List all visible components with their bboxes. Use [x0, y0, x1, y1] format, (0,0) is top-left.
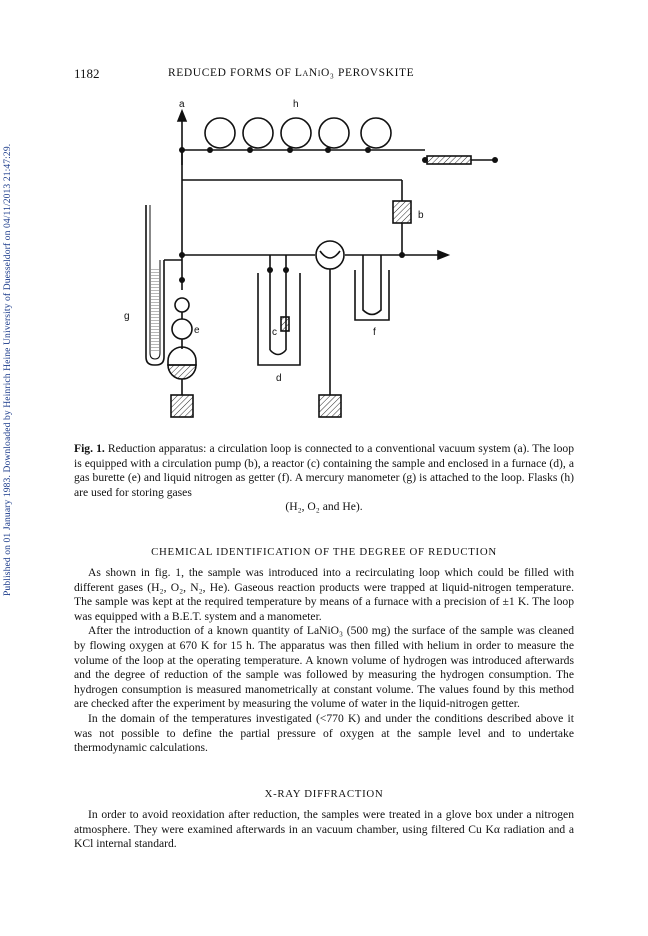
label-f: f: [373, 327, 376, 338]
section-heading-reduction: CHEMICAL IDENTIFICATION OF THE DEGREE OF REDUCTION: [151, 546, 497, 558]
paragraph: After the introduction of a known quantity of LaNiO₃ (500 mg) the surface of the sample was cleaned by flowing oxygen at 670 K for 15 h. The apparatus was then filled with helium in order to measure the volume of the loop at the operating temperature. A known volume of hydrogen was introduced afterwards and the degree of reduction of the sample was followed by measuring the hydrogen consumption. The hydrogen consumption is measured manometrically at constant volume. The values found by this method are checked after the experiment by measuring the volume of water in the liquid-nitrogen getter.: [74, 624, 574, 711]
figure-caption-body: Reduction apparatus: a circulation loop is connected to a conventional vacuum system (a). The loop is equipped with a circulation pump (b), a reactor (c) containing the sample and enclosed in a furnace (d), a gas burette (e) and liquid nitrogen as getter (f). A mercury manometer (g) is attached to the loop. Flasks (h) are used for storing gases: [74, 442, 574, 499]
label-d: d: [276, 373, 282, 384]
section-body-xray: [74, 808, 574, 852]
apparatus-figure: [110, 95, 540, 435]
label-c: c: [272, 327, 277, 338]
section-heading-xray: X-RAY DIFFRACTION: [264, 788, 384, 800]
publication-note-text: Published on 01 January 1983. Downloaded by Heinrich Heine University of Duesseldorf on 04/11/2013 21:47:29.: [2, 143, 13, 596]
figure-caption-label: Fig. 1.: [74, 442, 105, 455]
label-a: a: [179, 99, 185, 110]
label-g: g: [124, 311, 130, 322]
publication-note: [2, 96, 20, 596]
label-h: h: [293, 99, 299, 110]
label-e: e: [194, 325, 200, 336]
running-title: REDUCED FORMS OF LaNiO₃ PEROVSKITE: [168, 67, 415, 79]
paragraph: In the domain of the temperatures investigated (<770 K) and under the conditions described above it was not possible to define the partial pressure of oxygen at the sample level and to undertake thermodynamic calculations.: [74, 711, 574, 755]
figure-caption: [74, 442, 574, 515]
figure-caption-last-line: (H₂, O₂ and He).: [285, 500, 363, 514]
section-body-reduction: [74, 566, 574, 756]
label-b: b: [418, 210, 424, 221]
paragraph: In order to avoid reoxidation after reduction, the samples were treated in a glove box under a nitrogen atmosphere. They were examined afterwards in an vacuum chamber, using filtered Cu Kα radiation and a KCl internal standard.: [74, 808, 574, 851]
page-number: 1182: [74, 66, 100, 81]
paragraph: As shown in fig. 1, the sample was introduced into a recirculating loop which could be filled with different gases (H₂, O₂, N₂, He). Gaseous reaction products were trapped at liquid-nitrogen temperature. The sample was kept at the required temperature by means of a furnace with a precision of ±1 K. The loop was equipped with a B.E.T. system and a manometer.: [74, 566, 574, 623]
